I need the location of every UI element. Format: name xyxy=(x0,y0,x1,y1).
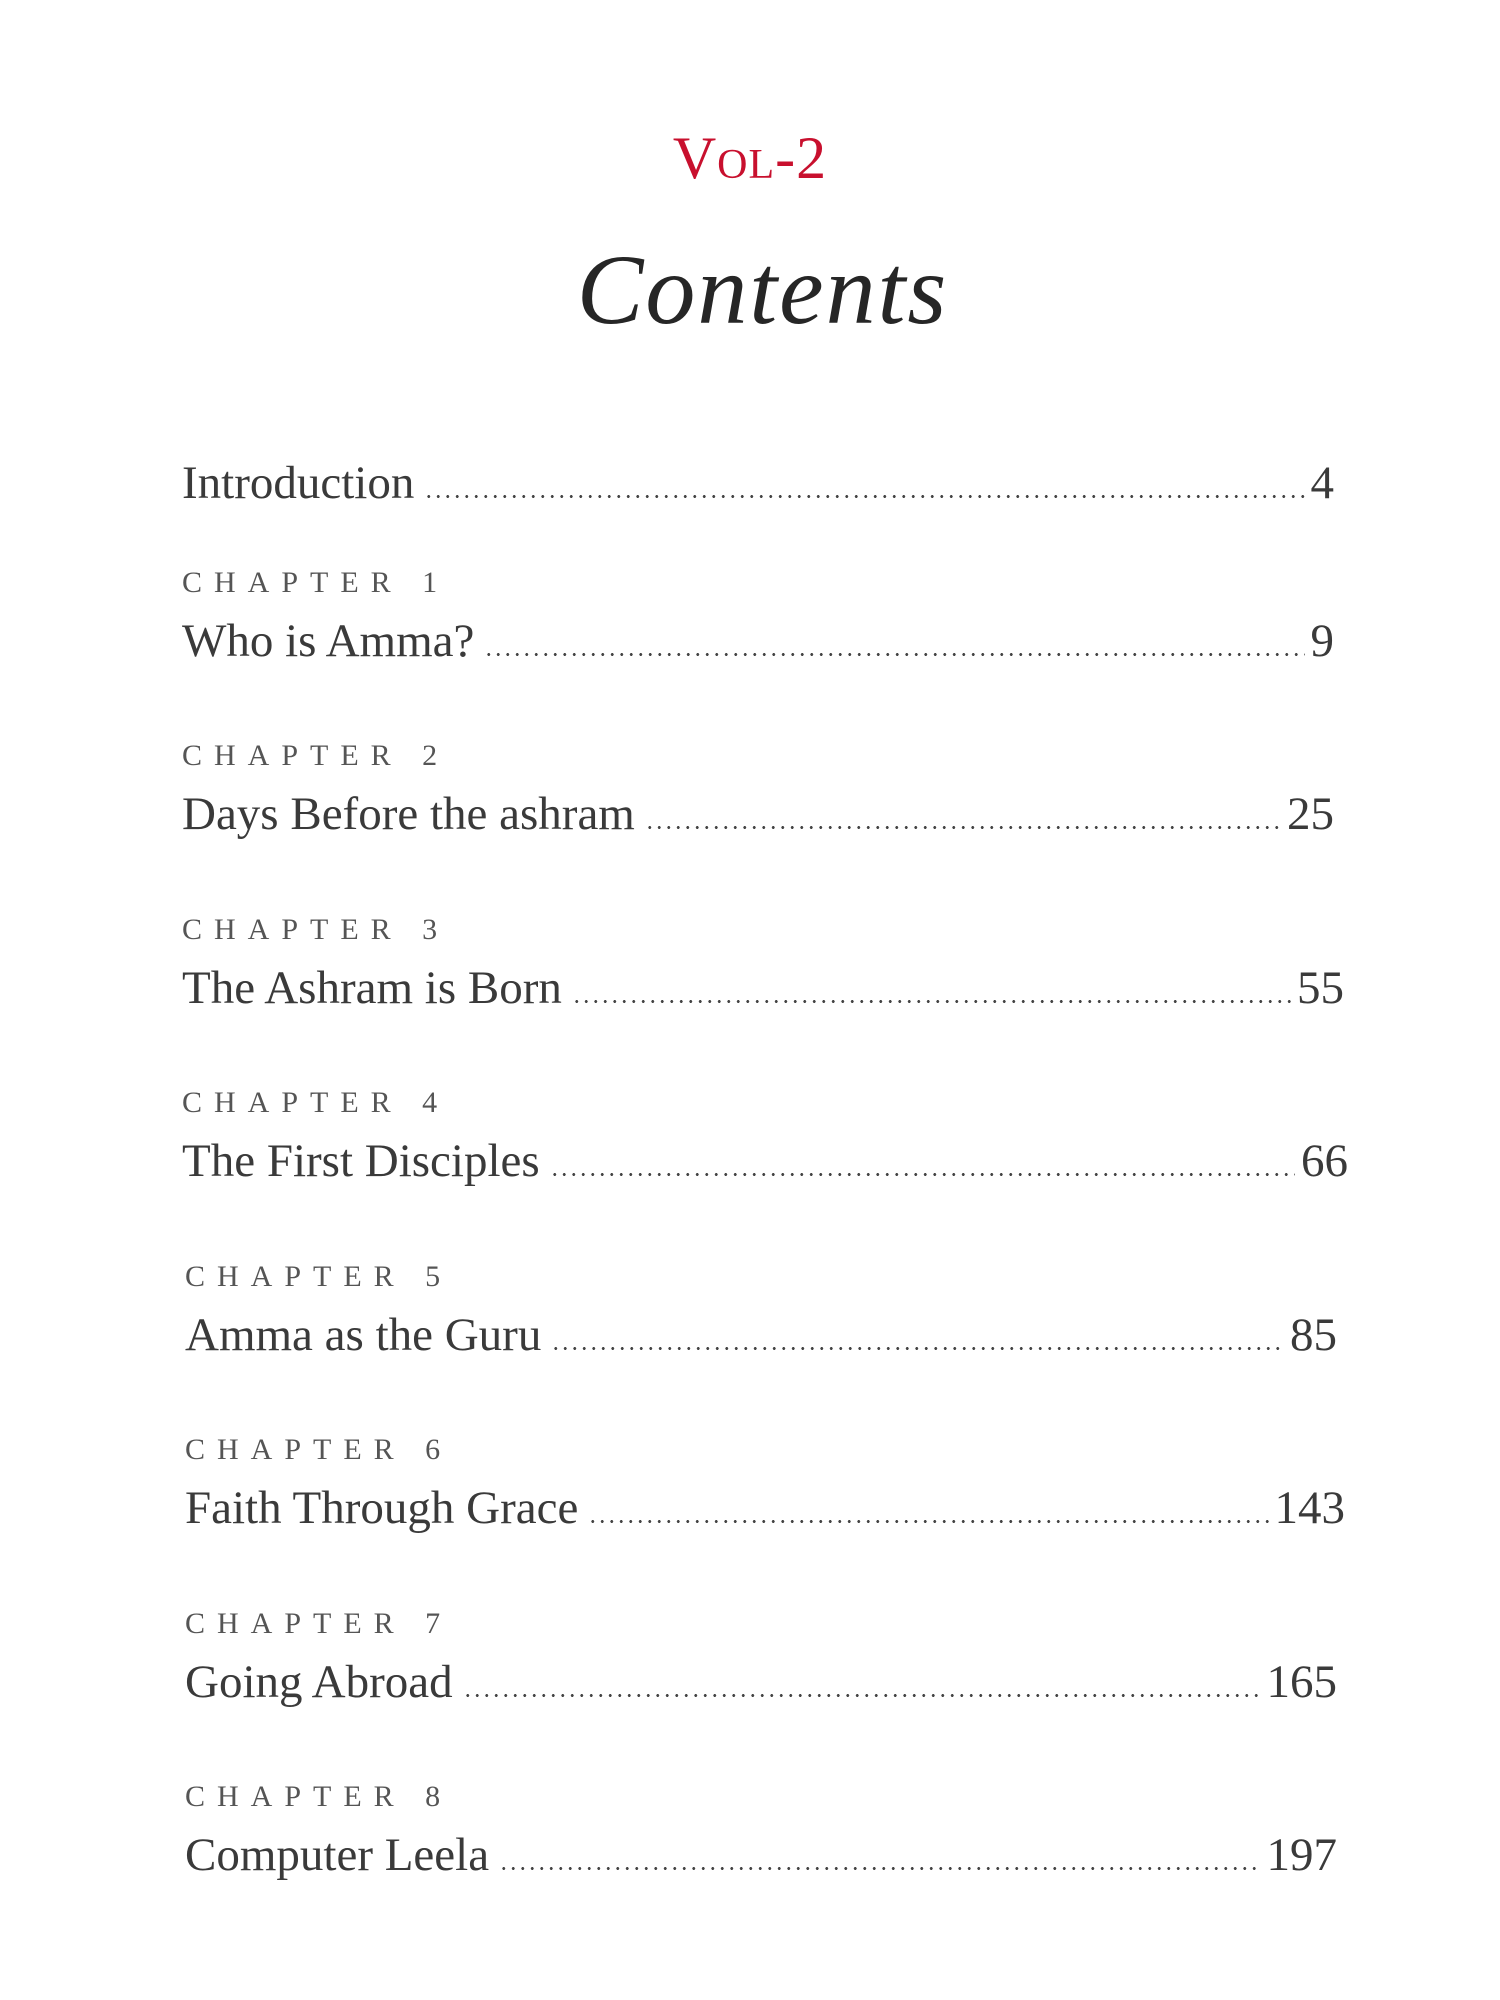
toc-entry-title: The Ashram is Born xyxy=(182,962,562,1014)
chapter-label: CHAPTER 1 xyxy=(182,566,450,599)
toc-entry-title: The First Disciples xyxy=(182,1135,540,1187)
chapter-label: CHAPTER 4 xyxy=(182,1086,450,1119)
dot-leader xyxy=(463,1694,1261,1697)
toc-entry-title: Faith Through Grace xyxy=(185,1482,579,1534)
toc-entry-page: 165 xyxy=(1266,1656,1337,1708)
toc-entry-title: Going Abroad xyxy=(185,1656,453,1708)
chapter-label: CHAPTER 7 xyxy=(185,1607,453,1640)
dot-leader xyxy=(645,826,1281,829)
toc-entry-page: 9 xyxy=(1310,615,1334,667)
toc-entry-page: 197 xyxy=(1266,1829,1337,1881)
dot-leader xyxy=(572,1000,1291,1003)
dot-leader xyxy=(551,1347,1284,1350)
toc-entry-title: Computer Leela xyxy=(185,1829,490,1881)
toc-entry-page: 143 xyxy=(1274,1482,1345,1534)
chapter-label: CHAPTER 2 xyxy=(182,739,450,772)
volume-heading: Vol-2 xyxy=(672,125,828,191)
toc-entry-page: 85 xyxy=(1290,1309,1337,1361)
toc-entry-title: Days Before the ashram xyxy=(182,788,635,840)
dot-leader xyxy=(588,1520,1268,1523)
chapter-label: CHAPTER 8 xyxy=(185,1780,453,1813)
toc-entry-page: 4 xyxy=(1310,457,1334,509)
toc-entry-title: Amma as the Guru xyxy=(185,1309,542,1361)
toc-entry-page: 55 xyxy=(1297,962,1344,1014)
dot-leader xyxy=(550,1173,1295,1176)
chapter-label: CHAPTER 6 xyxy=(185,1433,453,1466)
dot-leader xyxy=(484,653,1304,656)
page-title: Contents xyxy=(576,234,949,345)
toc-entry-page: 66 xyxy=(1301,1135,1348,1187)
chapter-label: CHAPTER 3 xyxy=(182,913,450,946)
dot-leader xyxy=(499,1867,1260,1870)
toc-entry-title: Introduction xyxy=(182,457,415,509)
toc-entry-title: Who is Amma? xyxy=(182,615,475,667)
chapter-label: CHAPTER 5 xyxy=(185,1260,453,1293)
toc-entry-page: 25 xyxy=(1287,788,1334,840)
dot-leader xyxy=(424,495,1304,498)
